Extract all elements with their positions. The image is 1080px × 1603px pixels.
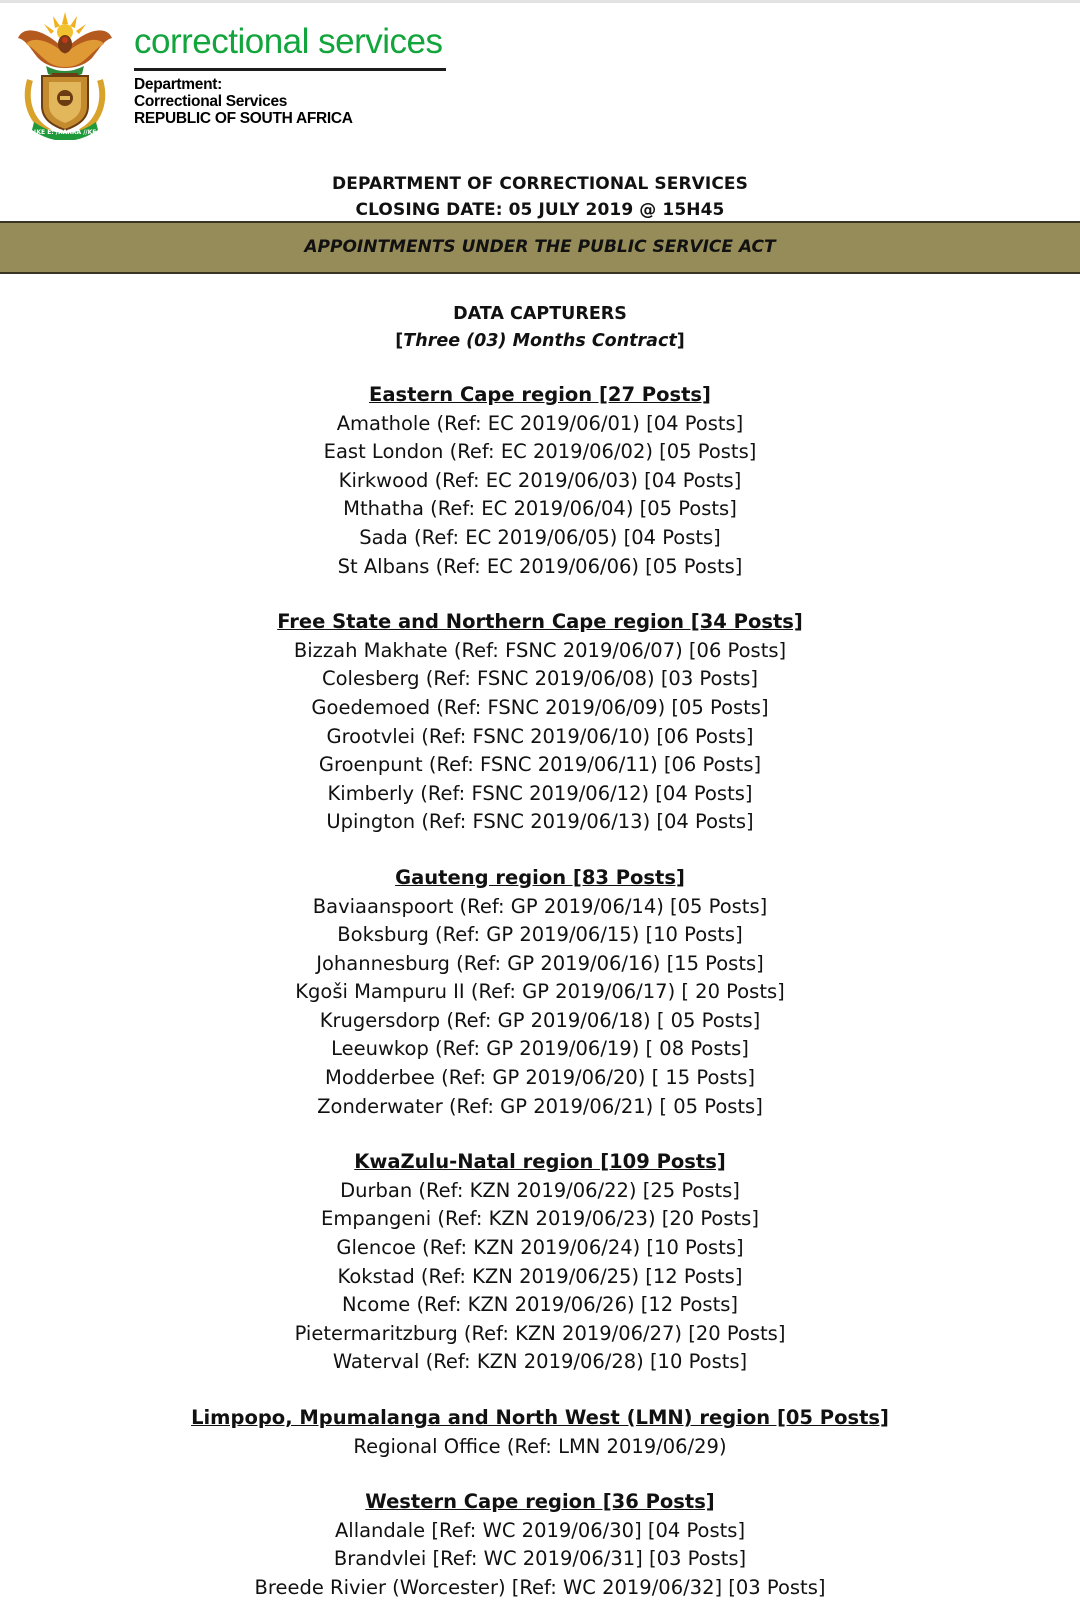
office-entry: Regional Office (Ref: LMN 2019/06/29) bbox=[353, 1434, 727, 1458]
posts-listing bbox=[0, 300, 1080, 1603]
act-banner: APPOINTMENTS UNDER THE PUBLIC SERVICE ACT bbox=[0, 221, 1080, 274]
regions-list bbox=[0, 381, 1080, 1603]
office-entry: Leeuwkop (Ref: GP 2019/06/19) [ 08 Posts] bbox=[331, 1037, 749, 1061]
brand-line-name: Correctional Services bbox=[134, 93, 288, 110]
office-entry: Sada (Ref: EC 2019/06/05) [04 Posts] bbox=[359, 525, 721, 549]
office-entry: Mthatha (Ref: EC 2019/06/04) [05 Posts] bbox=[343, 497, 737, 521]
office-entry: Kokstad (Ref: KZN 2019/06/25) [12 Posts] bbox=[337, 1264, 743, 1288]
office-entry: Breede Rivier (Worcester) [Ref: WC 2019/06/32] [03 Posts] bbox=[254, 1575, 826, 1599]
brand-line-department: Department: bbox=[134, 76, 222, 93]
closing-date: CLOSING DATE: 05 JULY 2019 @ 15H45 bbox=[355, 200, 725, 220]
office-entry: Waterval (Ref: KZN 2019/06/28) [10 Posts] bbox=[332, 1350, 748, 1374]
region-heading: Limpopo, Mpumalanga and North West (LMN) region [05 Posts] bbox=[191, 1406, 889, 1429]
contract-open-bracket: [ bbox=[395, 331, 404, 351]
office-entry: Pietermaritzburg (Ref: KZN 2019/06/27) [20 Posts] bbox=[294, 1321, 786, 1345]
coat-of-arms-logo bbox=[16, 10, 114, 140]
region-block bbox=[0, 1148, 1080, 1377]
post-title: DATA CAPTURERS bbox=[453, 304, 627, 324]
office-entry: Groenpunt (Ref: FSNC 2019/06/11) [06 Posts] bbox=[318, 753, 762, 777]
region-block bbox=[0, 864, 1080, 1121]
region-block bbox=[0, 608, 1080, 837]
office-entry: Krugersdorp (Ref: GP 2019/06/18) [ 05 Posts] bbox=[319, 1008, 761, 1032]
document-header bbox=[0, 171, 1080, 223]
office-entry: East London (Ref: EC 2019/06/02) [05 Posts] bbox=[323, 440, 757, 464]
brand-divider bbox=[134, 68, 446, 71]
department-title: DEPARTMENT OF CORRECTIONAL SERVICES bbox=[332, 174, 748, 194]
region-heading: Eastern Cape region [27 Posts] bbox=[369, 383, 711, 406]
region-heading: Free State and Northern Cape region [34 Posts] bbox=[277, 610, 803, 634]
office-entry: Boksburg (Ref: GP 2019/06/15) [10 Posts] bbox=[337, 923, 743, 947]
office-entry: Durban (Ref: KZN 2019/06/22) [25 Posts] bbox=[340, 1178, 740, 1202]
region-block bbox=[0, 381, 1080, 581]
office-entry: Bizzah Makhate (Ref: FSNC 2019/06/07) [06 Posts] bbox=[293, 638, 787, 662]
contract-text: Three (03) Months Contract bbox=[403, 331, 677, 351]
office-entry: Amathole (Ref: EC 2019/06/01) [04 Posts] bbox=[336, 411, 744, 435]
office-entry: Modderbee (Ref: GP 2019/06/20) [ 15 Posts] bbox=[325, 1066, 755, 1090]
region-block bbox=[0, 1488, 1080, 1602]
office-entry: Allandale [Ref: WC 2019/06/30] [04 Posts] bbox=[334, 1518, 746, 1542]
region-heading: Western Cape region [36 Posts] bbox=[365, 1490, 715, 1514]
office-entry: Grootvlei (Ref: FSNC 2019/06/10) [06 Posts] bbox=[326, 724, 754, 748]
office-entry: Kgoši Mampuru II (Ref: GP 2019/06/17) [ 20 Posts] bbox=[295, 980, 785, 1004]
region-heading: Gauteng region [83 Posts] bbox=[395, 865, 685, 889]
office-entry: St Albans (Ref: EC 2019/06/06) [05 Posts] bbox=[337, 554, 743, 578]
office-entry: Goedemoed (Ref: FSNC 2019/06/09) [05 Posts] bbox=[311, 695, 769, 719]
page-top-border bbox=[0, 0, 1080, 3]
contract-term bbox=[0, 328, 1080, 354]
contract-close-bracket: ] bbox=[676, 331, 685, 351]
region-block bbox=[0, 1404, 1080, 1461]
brand-line-country: REPUBLIC OF SOUTH AFRICA bbox=[134, 110, 353, 127]
office-entry: Upington (Ref: FSNC 2019/06/13) [04 Posts] bbox=[326, 810, 754, 834]
office-entry: Baviaanspoort (Ref: GP 2019/06/14) [05 Posts] bbox=[312, 894, 768, 918]
office-entry: Kimberly (Ref: FSNC 2019/06/12) [04 Posts] bbox=[327, 781, 753, 805]
brand-name: correctional services bbox=[134, 22, 443, 61]
office-entry: Kirkwood (Ref: EC 2019/06/03) [04 Posts] bbox=[338, 468, 742, 492]
office-entry: Empangeni (Ref: KZN 2019/06/23) [20 Posts] bbox=[321, 1207, 759, 1231]
office-entry: Johannesburg (Ref: GP 2019/06/16) [15 Posts] bbox=[316, 951, 764, 975]
crest-motto: !KE E: /XARRA //KE bbox=[33, 129, 97, 136]
brand-subtitle bbox=[134, 76, 353, 127]
office-entry: Brandvlei [Ref: WC 2019/06/31] [03 Posts] bbox=[333, 1547, 747, 1571]
office-entry: Zonderwater (Ref: GP 2019/06/21) [ 05 Posts] bbox=[317, 1094, 763, 1118]
office-entry: Glencoe (Ref: KZN 2019/06/24) [10 Posts] bbox=[336, 1236, 744, 1260]
office-entry: Ncome (Ref: KZN 2019/06/26) [12 Posts] bbox=[342, 1293, 738, 1317]
region-heading: KwaZulu-Natal region [109 Posts] bbox=[354, 1150, 726, 1174]
office-entry: Colesberg (Ref: FSNC 2019/06/08) [03 Posts] bbox=[322, 667, 758, 691]
